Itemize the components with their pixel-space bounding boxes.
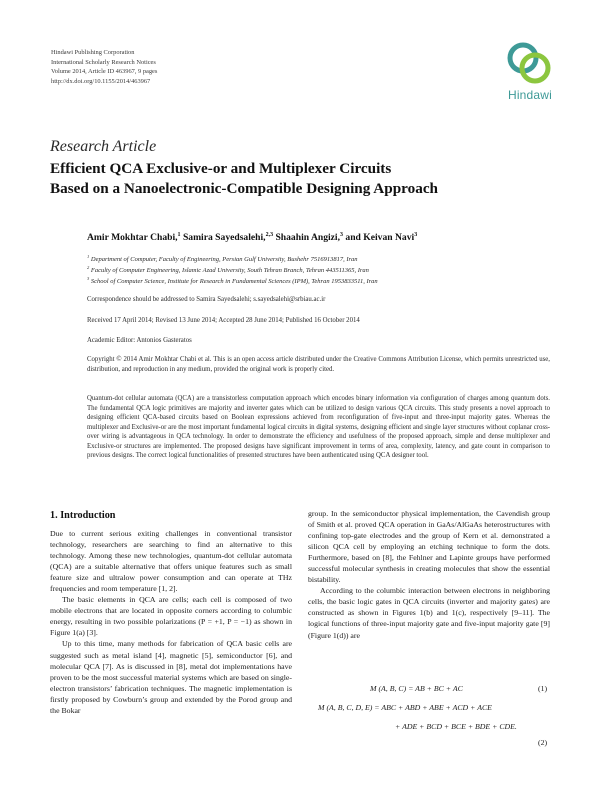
affil-sup: 1 — [87, 254, 90, 259]
affil-text: Department of Computer, Faculty of Engineering, Persian Gulf University, Bushehr 7516913817, Iran — [90, 256, 358, 264]
author-affil-sup: 1 — [177, 232, 181, 238]
right-column — [308, 508, 550, 641]
equation-2-line-1: M (A, B, C, D, E) = ABC + ABD + ABE + ACD + ACE — [318, 703, 492, 712]
doi-link[interactable]: http://dx.doi.org/10.1155/2014/463967 — [51, 77, 151, 85]
left-column — [50, 528, 292, 716]
author-affil-sup: 3 — [340, 232, 343, 238]
affiliation-3 — [87, 276, 378, 285]
logo-wordmark: Hindawi — [507, 88, 553, 102]
author-list — [87, 232, 417, 243]
hindawi-logo — [495, 40, 565, 105]
copyright-notice: Copyright © 2014 Amir Mokhtar Chabi et al. This is an open access article distributed under the Creative Commons Attribution License, which permits unrestricted use, distribution, and reproduction in any medium, provided the original work is properly cited. — [87, 356, 550, 373]
equation-number: (1) — [538, 684, 548, 693]
author-affil-sup: 2,3 — [265, 232, 274, 238]
article-title — [50, 159, 570, 198]
paragraph: Up to this time, many methods for fabrication of QCA basic cells are suggested such as metal island [4], magnetic [5], semiconductor [6], and molecular QCA [7]. As is discussed in [8], metal dot implementations have proven to be the most successful material systems which are based on single-electron transistors’ fabrication techniques. The magnetic implementation is firstly proposed by Cowburn’s group and extended by the Porod group and the Bokar — [50, 639, 292, 715]
title-line-2: Based on a Nanoelectronic-Compatible Designing Approach — [50, 179, 439, 197]
journal-name: International Scholarly Research Notices — [51, 58, 156, 66]
affil-text: Faculty of Computer Engineering, Islamic Azad University, South Tehran Branch, Tehran 443511365, Iran — [90, 267, 369, 275]
affil-sup: 3 — [87, 276, 90, 281]
paragraph: Due to current serious exiting challenges in conventional transistor technology, researchers are searching to find an alternative to this technology. Among these new technologies, quantum-dot cellular automata (QCA) are a suitable alternative that offers unique features such as small feature size and ultralow power consumption and can operate at THz frequencies and room temperature [1, 2]. — [50, 529, 292, 594]
author-affil-sup: 3 — [414, 232, 418, 238]
paragraph: According to the columbic interaction between electrons in neighboring cells, the basic logic gates in QCA circuits (inverter and majority gates) are constructed as shown in Figures 1(b) and 1(c), respectively [9–11]. The logical functions of three-input majority gate and five-input majority gate [9] (Figure 1(d)) are — [308, 586, 550, 640]
hindawi-logo-icon — [495, 40, 565, 88]
abstract: Quantum-dot cellular automata (QCA) are a transistorless computation approach which encodes binary information via configuration of charges among quantum dots. The fundamental QCA logic primitives are majority and inverter gates which can be utilized to design various QCA circuits. This study presents a novel approach to designing efficient QCA-based circuits based on Boolean expressions achieved from reconfiguration of five-input and three-input majority gates. Whereas the multiplexer and Exclusive-or are the most important fundamental logical circuits in digital systems, designing efficient and single layer structures without coplanar cross-over wiring is advantageous in QCA technology. In order to demonstrate the efficiency and usefulness of the proposed approach, simple and dense multiplexer and Exclusive-or structures are implemented. The proposed designs have significant improvement in terms of area, complexity, latency, and gate count in comparison to previous designs. The correct logical functionalities of presented structures have been authenticated using QCA designer tool. — [87, 395, 550, 459]
article-type: Research Article — [50, 138, 157, 155]
affiliation-2 — [87, 265, 369, 274]
affiliation-1 — [87, 254, 358, 263]
equation-2-line-2: + ADE + BCD + BCE + BDE + CDE. — [395, 722, 517, 731]
paragraph: group. In the semiconductor physical implementation, the Cavendish group of Smith et al. proved QCA operation in GaAs/AlGaAs heterostructures with confining top-gate electrodes and the group of Kern et al. demonstrated a silicon QCA cell by employing an etching technique to form the dots. Furthermore, based on [8], the Fehlner and Lapinte groups have performed successful molecular synthesis in creating molecules that show the essential bistability. — [308, 509, 550, 585]
title-line-1: Efficient QCA Exclusive-or and Multiplexer Circuits — [50, 160, 392, 177]
publisher-name: Hindawi Publishing Corporation — [51, 49, 135, 56]
paragraph: The basic elements in QCA are cells; each cell is composed of two mobile electrons that are located in opposite corners according to columbic energy, resulting in two possible polarizations (P = +1, P = −1) as shown in Figure 1(a) [3]. — [50, 595, 292, 638]
affil-text: School of Computer Science, Institute for Research in Fundamental Sciences (IPM), Tehran 1953833511, Iran — [90, 278, 378, 286]
affil-sup: 2 — [87, 265, 90, 270]
equation-number: (2) — [538, 738, 548, 747]
author-name: Amir Mokhtar Chabi, — [87, 232, 178, 244]
author-name: Samira Sayedsalehi, — [182, 232, 266, 244]
journal-header — [51, 48, 157, 86]
section-heading: 1. Introduction — [50, 510, 116, 521]
author-name: Shaahin Angizi, — [275, 232, 340, 244]
volume-info: Volume 2014, Article ID 463967, 9 pages — [51, 68, 158, 75]
academic-editor: Academic Editor: Antonios Gasteratos — [87, 337, 192, 344]
correspondence: Correspondence should be addressed to Samira Sayedsalehi; s.sayedsalehi@srbiau.ac.ir — [87, 296, 326, 303]
author-name: and Keivan Navi — [345, 232, 415, 244]
article-dates: Received 17 April 2014; Revised 13 June 2014; Accepted 28 June 2014; Published 16 October 2014 — [87, 317, 360, 324]
equation-1: M (A, B, C) = AB + BC + AC — [370, 684, 463, 693]
